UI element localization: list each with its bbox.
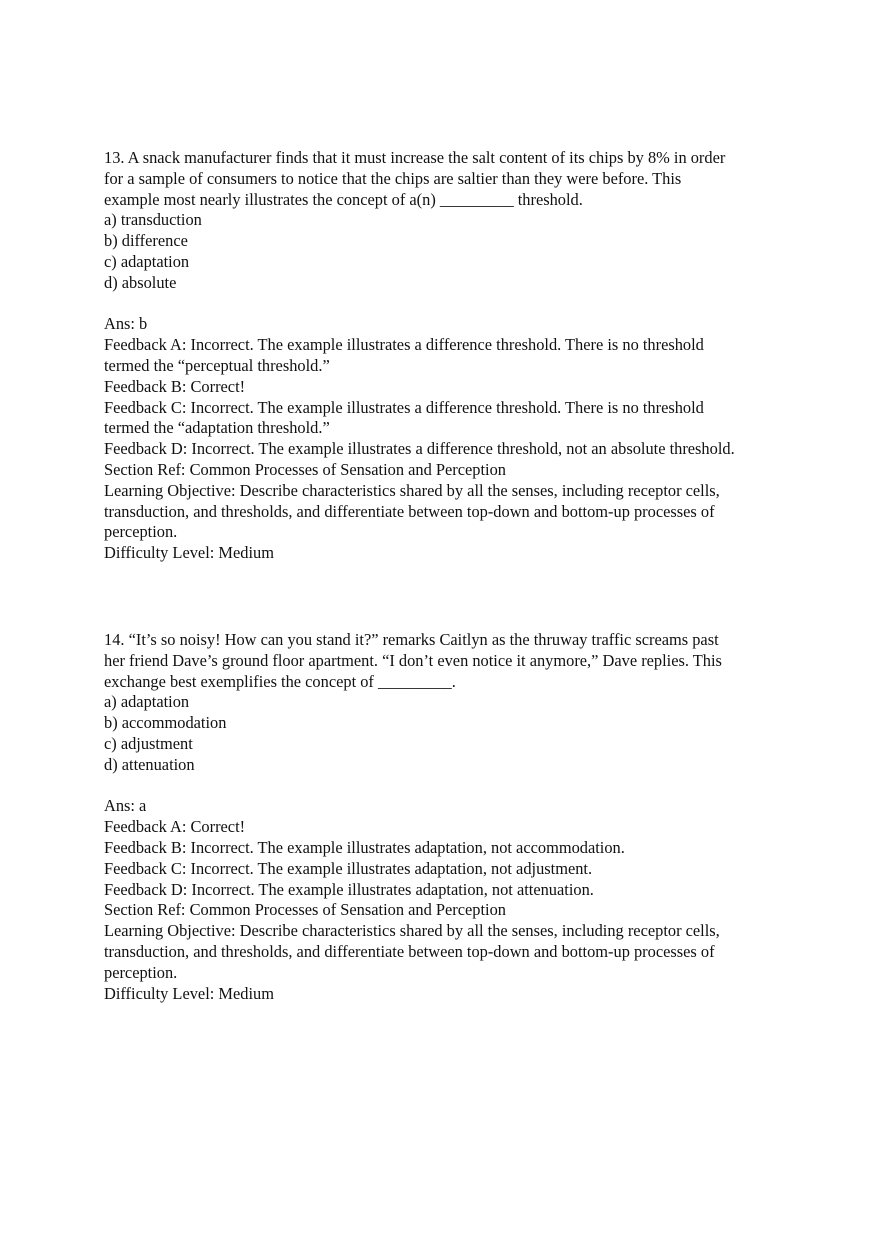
learning-objective-line: perception. bbox=[104, 522, 178, 542]
question-13 bbox=[104, 148, 794, 564]
learning-objective-line: transduction, and thresholds, and differentiate between top-down and bottom-up processes of bbox=[104, 941, 715, 961]
option-d: d) absolute bbox=[104, 272, 177, 292]
feedback-line: Feedback D: Incorrect. The example illustrates adaptation, not attenuation. bbox=[104, 879, 594, 899]
feedback-line: Feedback C: Incorrect. The example illustrates a difference threshold. There is no threshold bbox=[104, 397, 704, 417]
learning-objective-line: transduction, and thresholds, and differentiate between top-down and bottom-up processes of bbox=[104, 501, 715, 521]
question-14 bbox=[104, 630, 794, 1004]
learning-objective-line: perception. bbox=[104, 962, 178, 982]
option-c: c) adjustment bbox=[104, 733, 193, 753]
feedback-line: Feedback C: Incorrect. The example illustrates adaptation, not adjustment. bbox=[104, 858, 593, 878]
answer-line: Ans: a bbox=[104, 796, 147, 816]
question-stem-line: example most nearly illustrates the concept of a(n) _________ threshold. bbox=[104, 189, 583, 209]
option-d: d) attenuation bbox=[104, 754, 195, 774]
difficulty-level: Difficulty Level: Medium bbox=[104, 543, 274, 563]
feedback-line: Feedback B: Correct! bbox=[104, 376, 246, 396]
section-ref: Section Ref: Common Processes of Sensation and Perception bbox=[104, 459, 506, 479]
spacer bbox=[104, 776, 794, 797]
option-c: c) adaptation bbox=[104, 251, 190, 271]
question-stem-line: for a sample of consumers to notice that the chips are saltier than they were before. This bbox=[104, 168, 682, 188]
question-stem-line: her friend Dave’s ground floor apartment. “I don’t even notice it anymore,” Dave replies. This bbox=[104, 650, 722, 670]
spacer bbox=[104, 294, 794, 315]
question-stem-line: 13. A snack manufacturer finds that it must increase the salt content of its chips by 8% in order bbox=[104, 148, 726, 167]
feedback-line: Feedback D: Incorrect. The example illustrates a difference threshold, not an absolute threshold. bbox=[104, 439, 735, 459]
option-a: a) adaptation bbox=[104, 692, 190, 712]
learning-objective-line: Learning Objective: Describe characteristics shared by all the senses, including receptor cells, bbox=[104, 921, 720, 941]
question-stem-line: exchange best exemplifies the concept of _________. bbox=[104, 671, 456, 691]
feedback-line: Feedback A: Correct! bbox=[104, 817, 246, 837]
question-stem-line: 14. “It’s so noisy! How can you stand it?” remarks Caitlyn as the thruway traffic screams past bbox=[104, 630, 719, 649]
answer-line: Ans: b bbox=[104, 314, 148, 334]
feedback-line: termed the “perceptual threshold.” bbox=[104, 355, 330, 375]
learning-objective-line: Learning Objective: Describe characteristics shared by all the senses, including receptor cells, bbox=[104, 480, 720, 500]
feedback-line: Feedback B: Incorrect. The example illustrates adaptation, not accommodation. bbox=[104, 837, 625, 857]
feedback-line: termed the “adaptation threshold.” bbox=[104, 418, 330, 438]
difficulty-level: Difficulty Level: Medium bbox=[104, 983, 274, 1003]
feedback-line: Feedback A: Incorrect. The example illustrates a difference threshold. There is no threshold bbox=[104, 335, 704, 355]
option-b: b) accommodation bbox=[104, 713, 227, 733]
option-a: a) transduction bbox=[104, 210, 202, 230]
option-b: b) difference bbox=[104, 231, 188, 251]
section-ref: Section Ref: Common Processes of Sensation and Perception bbox=[104, 900, 506, 920]
